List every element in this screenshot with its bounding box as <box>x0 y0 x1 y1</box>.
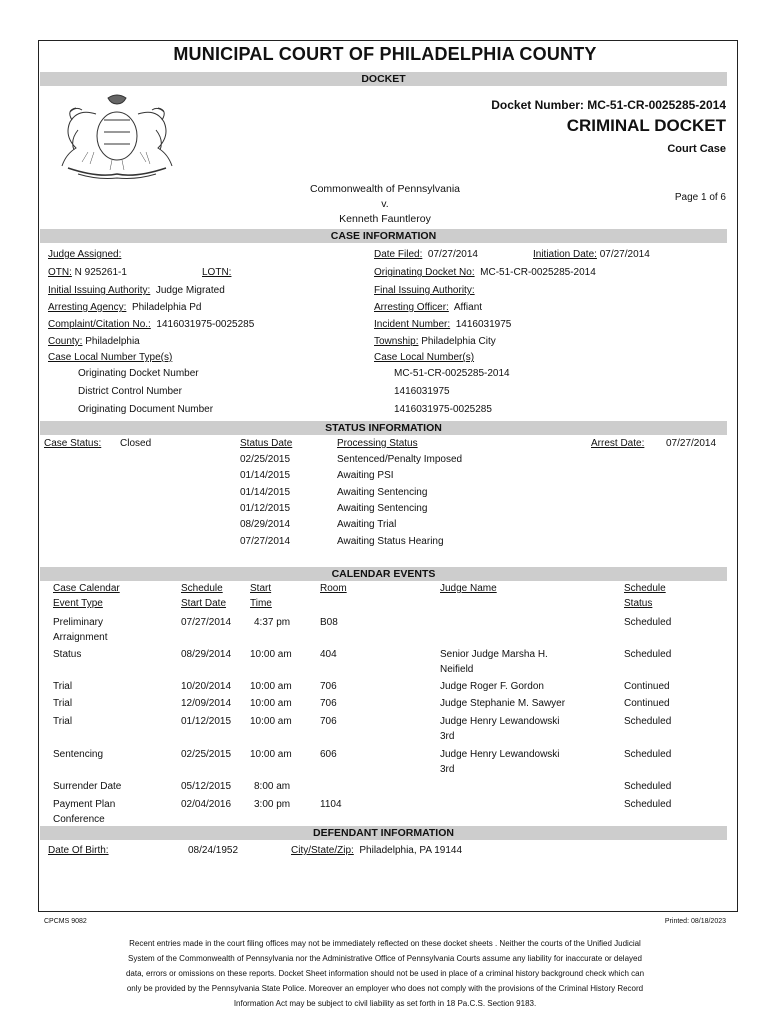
judge-assigned-label: Judge Assigned: <box>48 249 122 260</box>
calendar-status: Scheduled <box>624 781 672 792</box>
caption-versus: v. <box>381 198 389 210</box>
disclaimer <box>70 936 700 1011</box>
calendar-header-start-time: Time <box>250 598 272 609</box>
calendar-room: 404 <box>320 649 337 660</box>
calendar-event-type: Preliminary <box>53 617 104 628</box>
disclaimer-line: Information Act may be subject to civil liability as set forth in 18 Pa.C.S. Section 9183. <box>233 999 537 1008</box>
calendar-judge: Judge Stephanie M. Sawyer <box>440 698 566 709</box>
calendar-event-type: Trial <box>53 698 73 709</box>
calendar-time: 4:37 pm <box>254 617 291 628</box>
case-caption <box>235 182 535 227</box>
status-row-status: Sentenced/Penalty Imposed <box>337 454 463 465</box>
status-row-status: Awaiting Sentencing <box>337 487 428 498</box>
calendar-time: 3:00 pm <box>254 799 291 810</box>
calendar-header-start-time: Start <box>250 583 272 594</box>
arrest-date-value: 07/27/2014 <box>666 438 717 449</box>
local-numbers-label: Case Local Number(s) <box>374 352 475 363</box>
status-row-date: 07/27/2014 <box>240 536 291 547</box>
city-state-zip: City/State/Zip: Philadelphia, PA 19144 <box>291 845 463 856</box>
caption-plaintiff: Commonwealth of Pennsylvania <box>310 183 460 195</box>
disclaimer-line: Recent entries made in the court filing offices may not be immediately reflected on these docket sheets . Neither the courts of the Unified Judicial <box>129 939 641 948</box>
calendar-header-room: Room <box>320 583 347 594</box>
arresting-officer: Arresting Officer: Affiant <box>374 302 483 313</box>
calendar-status: Scheduled <box>624 716 672 727</box>
status-row-status: Awaiting PSI <box>337 470 394 481</box>
calendar-room: B08 <box>320 617 338 628</box>
case-status-label: Case Status: <box>44 438 102 449</box>
local-type-1: Originating Docket Number <box>78 368 199 379</box>
status-date-header: Status Date <box>240 438 293 449</box>
calendar-status: Scheduled <box>624 649 672 660</box>
calendar-judge: Neifield <box>440 664 474 675</box>
calendar-judge: Judge Roger F. Gordon <box>440 681 544 692</box>
local-number-3: 1416031975-0025285 <box>394 404 492 415</box>
final-issuing-authority-label: Final Issuing Authority: <box>374 285 475 296</box>
incident-number: Incident Number: 1416031975 <box>374 319 512 330</box>
processing-status-header: Processing Status <box>337 438 418 449</box>
local-type-2: District Control Number <box>78 386 182 397</box>
calendar-event-type: Conference <box>53 814 105 825</box>
page-number: Page 1 of 6 <box>674 192 726 203</box>
status-row-status: Awaiting Sentencing <box>337 503 428 514</box>
form-id: CPCMS 9082 <box>44 918 87 925</box>
calendar-time: 10:00 am <box>250 649 292 660</box>
calendar-header-start-date: Start Date <box>181 598 227 609</box>
dob-label: Date Of Birth: <box>48 845 109 856</box>
calendar-time: 10:00 am <box>250 716 292 727</box>
calendar-judge: Judge Henry Lewandowski <box>440 716 560 727</box>
calendar-event-type: Arraignment <box>53 632 108 643</box>
defendant-information-band: DEFENDANT INFORMATION <box>40 826 727 840</box>
court-title: MUNICIPAL COURT OF PHILADELPHIA COUNTY <box>173 44 597 64</box>
docket-number: Docket Number: MC-51-CR-0025285-2014 <box>491 98 726 112</box>
local-type-3: Originating Document Number <box>78 404 214 415</box>
status-row-status: Awaiting Trial <box>337 519 397 530</box>
arresting-agency: Arresting Agency: Philadelphia Pd <box>48 302 202 313</box>
arrest-date-label: Arrest Date: <box>591 438 645 449</box>
calendar-room: 706 <box>320 698 337 709</box>
otn: OTN: N 925261-1 <box>48 267 127 278</box>
calendar-time: 10:00 am <box>250 698 292 709</box>
disclaimer-line: only be provided by the Pennsylvania State Police. Moreover an employer who does not comply with the provisions of the Criminal History Record <box>126 984 644 993</box>
date-filed: Date Filed: 07/27/2014 <box>374 249 478 260</box>
calendar-status: Scheduled <box>624 749 672 760</box>
docket-type: CRIMINAL DOCKET <box>566 116 726 135</box>
calendar-judge: Senior Judge Marsha H. <box>440 649 548 660</box>
calendar-judge: Judge Henry Lewandowski <box>440 749 560 760</box>
dob-value: 08/24/1952 <box>188 845 239 856</box>
calendar-header-judge: Judge Name <box>440 583 497 594</box>
calendar-date: 07/27/2014 <box>181 617 232 628</box>
local-number-types-label: Case Local Number Type(s) <box>48 352 173 363</box>
calendar-date: 02/25/2015 <box>181 749 232 760</box>
disclaimer-line: data, errors or omissions on these reports. Docket Sheet information should not be used in place of a criminal history background check which can <box>125 969 645 978</box>
local-number-2: 1416031975 <box>394 386 450 397</box>
calendar-date: 10/20/2014 <box>181 681 232 692</box>
calendar-event-type: Sentencing <box>53 749 104 760</box>
local-number-1: MC-51-CR-0025285-2014 <box>394 368 510 379</box>
calendar-time: 10:00 am <box>250 749 292 760</box>
calendar-judge: 3rd <box>440 764 455 775</box>
calendar-judge: 3rd <box>440 731 455 742</box>
complaint-citation: Complaint/Citation No.: 1416031975-0025285 <box>48 319 255 330</box>
calendar-time: 8:00 am <box>254 781 291 792</box>
pennsylvania-seal-icon <box>48 90 186 180</box>
calendar-room: 606 <box>320 749 337 760</box>
disclaimer-line: System of the Commonwealth of Pennsylvania nor the Administrative Office of Pennsylvania Courts assume any liability for inaccurate or delayed <box>128 954 642 963</box>
status-row-date: 02/25/2015 <box>240 454 291 465</box>
calendar-status: Scheduled <box>624 617 672 628</box>
calendar-date: 12/09/2014 <box>181 698 232 709</box>
calendar-header-event: Case Calendar <box>53 583 120 594</box>
calendar-room: 1104 <box>320 799 342 810</box>
calendar-header-status: Status <box>624 598 653 609</box>
case-information-band: CASE INFORMATION <box>40 229 727 243</box>
lotn-label: LOTN: <box>202 267 232 278</box>
court-case-label: Court Case <box>667 143 726 155</box>
calendar-date: 08/29/2014 <box>181 649 232 660</box>
calendar-room: 706 <box>320 716 337 727</box>
calendar-header-event: Event Type <box>53 598 103 609</box>
calendar-room: 706 <box>320 681 337 692</box>
status-row-date: 01/14/2015 <box>240 470 291 481</box>
calendar-event-type: Trial <box>53 681 73 692</box>
calendar-event-type: Payment Plan <box>53 799 116 810</box>
calendar-status: Scheduled <box>624 799 672 810</box>
case-status-value: Closed <box>120 438 152 449</box>
calendar-header-start-date: Schedule <box>181 583 223 594</box>
status-row-date: 08/29/2014 <box>240 519 291 530</box>
calendar-date: 05/12/2015 <box>181 781 232 792</box>
caption-defendant: Kenneth Fauntleroy <box>339 213 431 225</box>
calendar-event-type: Trial <box>53 716 73 727</box>
calendar-status: Continued <box>624 681 670 692</box>
calendar-date: 01/12/2015 <box>181 716 232 727</box>
status-row-date: 01/12/2015 <box>240 503 291 514</box>
calendar-time: 10:00 am <box>250 681 292 692</box>
initiation-date: Initiation Date: 07/27/2014 <box>533 249 650 260</box>
calendar-event-type: Surrender Date <box>53 781 122 792</box>
printed-date: Printed: 08/18/2023 <box>664 918 726 925</box>
docket-band: DOCKET <box>40 72 727 86</box>
county: County: Philadelphia <box>48 336 140 347</box>
calendar-header-status: Schedule <box>624 583 666 594</box>
township: Township: Philadelphia City <box>374 336 496 347</box>
status-information-band: STATUS INFORMATION <box>40 421 727 435</box>
calendar-status: Continued <box>624 698 670 709</box>
status-row-date: 01/14/2015 <box>240 487 291 498</box>
status-row-status: Awaiting Status Hearing <box>337 536 444 547</box>
originating-docket: Originating Docket No: MC-51-CR-0025285-2014 <box>374 267 596 278</box>
calendar-date: 02/04/2016 <box>181 799 232 810</box>
calendar-event-type: Status <box>53 649 82 660</box>
calendar-events-band: CALENDAR EVENTS <box>40 567 727 581</box>
initial-issuing-authority: Initial Issuing Authority: Judge Migrated <box>48 285 225 296</box>
